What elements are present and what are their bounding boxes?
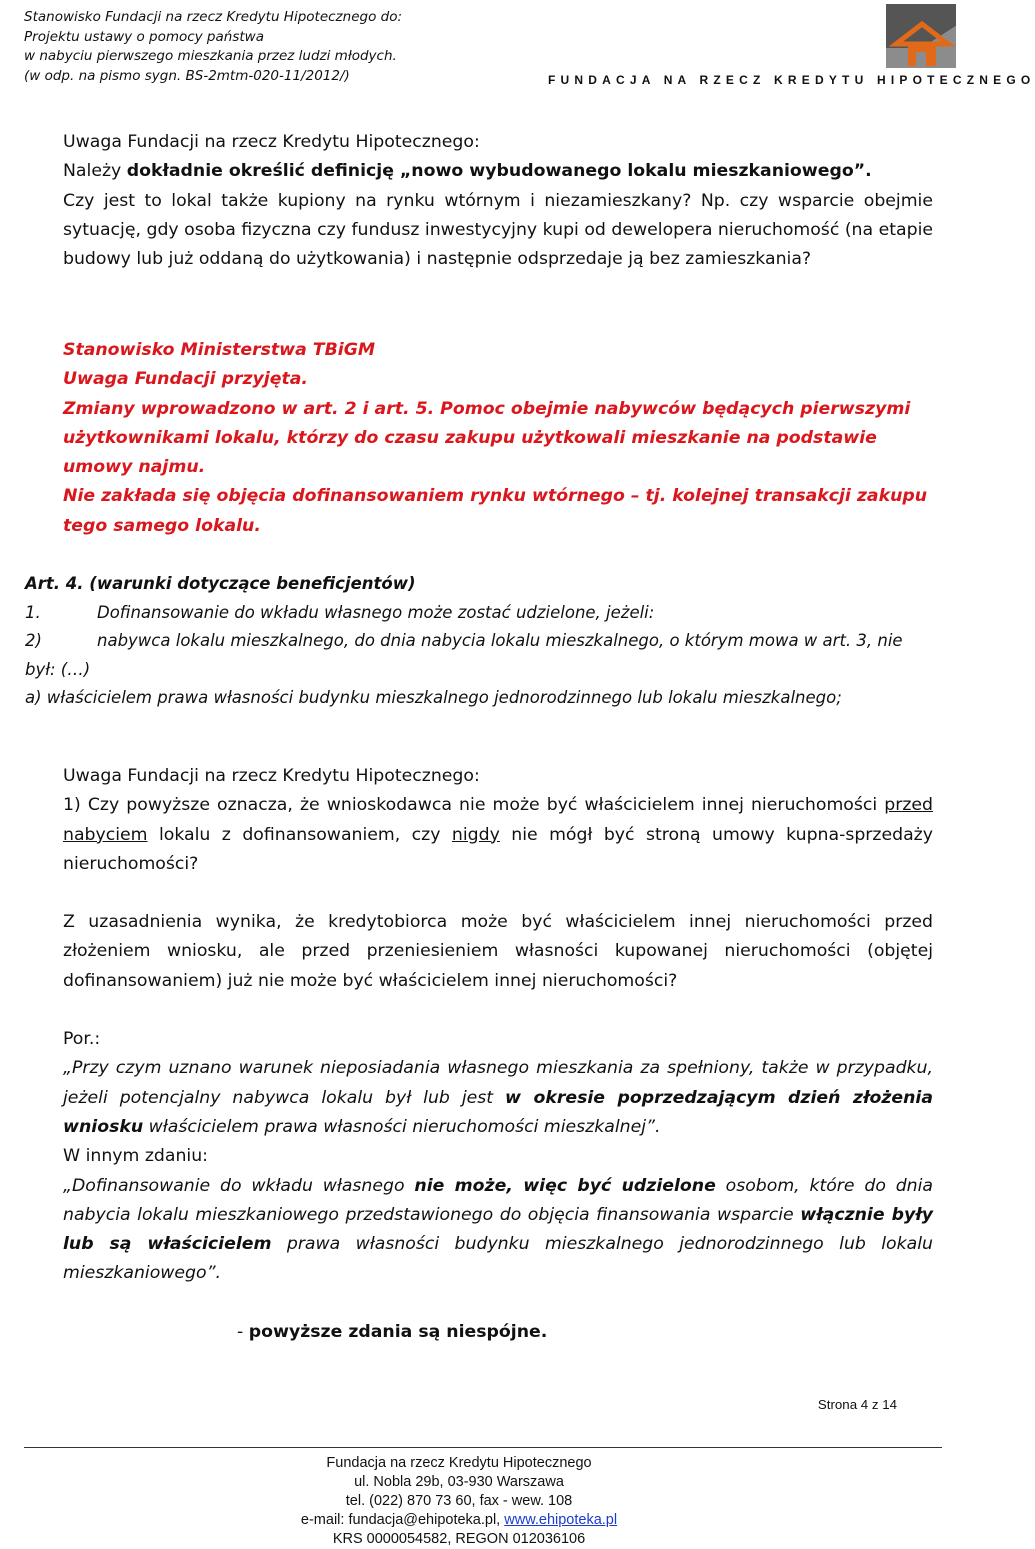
page-number: Strona 4 z 14 <box>817 1397 897 1412</box>
remark-question: 1) Czy powyższe oznacza, że wnioskodawca nie może być właścicielem innej nieruchomości przed nabyciem lokalu z dofinansowaniem, czy nigdy nie mógł być stroną umowy kupna-sprzedaży nieruchomości? <box>63 795 933 874</box>
header-line: Projektu ustawy o pomocy państwa <box>24 28 264 45</box>
article-item: 2) nabywca lokalu mieszkalnego, do dnia nabycia lokalu mieszkalnego, o którym mowa w art. 3, nie był: (…) <box>25 631 903 679</box>
remark-title: Uwaga Fundacji na rzecz Kredytu Hipotecznego: <box>63 132 480 152</box>
article-item: a) właścicielem prawa własności budynku mieszkalnego jednorodzinnego lub lokalu mieszkalnego; <box>25 688 842 707</box>
header-line: (w odp. na pismo sygn. BS-2mtm-020-11/2012/) <box>24 67 350 84</box>
house-logo-icon <box>886 4 956 73</box>
logo-wordmark: FUNDACJA NA RZECZ KREDYTU HIPOTECZNEGO <box>548 73 1035 87</box>
footer-line: tel. (022) 870 73 60, fax - wew. 108 <box>345 1493 573 1509</box>
remark-title: Uwaga Fundacji na rzecz Kredytu Hipotecznego: <box>63 766 480 786</box>
remark-line: Należy dokładnie określić definicję „nowo wybudowanego lokalu mieszkaniowego”. <box>63 161 872 182</box>
quote-1: „Przy czym uznano warunek nieposiadania własnego mieszkania za spełniony, także w przypadku, jeżeli potencjalny nabywca lokalu był lub jest w okresie poprzedzającym dzień złożenia wniosku właścicielem prawa własności nieruchomości mieszkalnej”. <box>63 1058 933 1137</box>
other-sentence-label: W innym zdaniu: <box>63 1146 209 1167</box>
ministry-response <box>63 336 933 541</box>
ministry-line: Uwaga Fundacji przyjęta. <box>63 369 308 390</box>
document-header <box>24 8 402 86</box>
quote-2: „Dofinansowanie do wkładu własnego nie może, więc być udzielone osobom, które do dnia nabycia lokalu mieszkaniowego przedstawionego do objęcia finansowania wsparcie włącznie były lub są właścicielem prawa własności budynku mieszkalnego jednorodzinnego lub lokalu mieszkaniowego”. <box>63 1175 934 1284</box>
article-item: 1. Dofinansowanie do wkładu własnego może zostać udzielone, jeżeli: <box>25 602 655 622</box>
compare-label: Por.: <box>63 1029 101 1050</box>
foundation-remark-1 <box>63 128 933 274</box>
footer-line: KRS 0000054582, REGON 012036106 <box>332 1531 586 1547</box>
remark-paragraph: Czy jest to lokal także kupiony na rynku wtórnym i niezamieszkany? Np. czy wsparcie obejmie sytuację, gdy osoba fizyczna czy fundusz inwestycyjny kupi od dewelopera nieruchomość (na etapie budowy lub już oddaną do użytkowania) i następnie odsprzedaje ją bez zamieszkania? <box>63 190 933 270</box>
header-line: w nabyciu pierwszego mieszkania przez ludzi młodych. <box>24 48 397 64</box>
ministry-line: Zmiany wprowadzono w art. 2 i art. 5. Pomoc obejmie nabywców będących pierwszymi użytkownikami lokalu, którzy do czasu zakupu użytkowali mieszkanie na podstawie umowy najmu. <box>63 398 911 478</box>
remark-paragraph: Z uzasadnienia wynika, że kredytobiorca może być właścicielem innej nieruchomości przed złożeniem wniosku, ale przed przeniesieniem własności kupowanej nieruchomości (objętej dofinansowaniem) już nie może być właścicielem innej nieruchomości? <box>63 912 933 991</box>
conclusion: - powyższe zdania są niespójne. <box>237 1321 548 1342</box>
footer <box>0 1454 918 1549</box>
footer-line: ul. Nobla 29b, 03-930 Warszawa <box>354 1474 564 1490</box>
ministry-title: Stanowisko Ministerstwa TBiGM <box>63 340 376 360</box>
website-link[interactable]: www.ehipoteka.pl <box>504 1512 618 1528</box>
footer-line: Fundacja na rzecz Kredytu Hipotecznego <box>326 1455 592 1471</box>
footer-contact: e-mail: fundacja@ehipoteka.pl, www.ehipoteka.pl <box>300 1512 618 1528</box>
article-4 <box>25 570 933 713</box>
ministry-line: Nie zakłada się objęcia dofinansowaniem rynku wtórnego – tj. kolejnej transakcji zakupu tego samego lokalu. <box>63 486 928 536</box>
footer-divider <box>24 1447 942 1448</box>
header-line: Stanowisko Fundacji na rzecz Kredytu Hipotecznego do: <box>24 9 402 25</box>
foundation-remark-2 <box>63 762 933 1347</box>
article-heading: Art. 4. (warunki dotyczące beneficjentów) <box>25 574 416 593</box>
